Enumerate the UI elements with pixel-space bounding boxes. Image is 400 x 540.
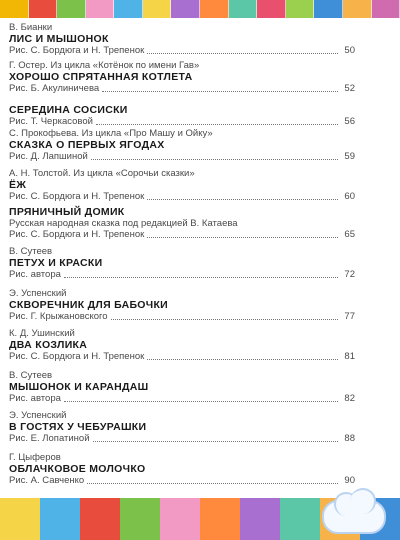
toc-entry (9, 410, 355, 445)
entry-author: Г. Цыферов (9, 452, 61, 463)
entry-illustrator: Рис. С. Бордюга и Н. Трепенок (9, 45, 145, 56)
entry-page-number: 72 (344, 269, 355, 280)
entry-illustrator-line (9, 433, 355, 445)
entry-title: ПЕТУХ И КРАСКИ (9, 257, 103, 269)
entry-page-number: 90 (344, 475, 355, 486)
toc-entry (9, 128, 355, 163)
toc-entry (9, 22, 355, 57)
border-tile (57, 0, 86, 18)
border-illustration-tile (0, 498, 40, 540)
toc-entry (9, 452, 355, 487)
border-tile (171, 0, 200, 18)
entry-title: ЁЖ (9, 179, 27, 191)
dot-leader (102, 90, 338, 92)
entry-author: В. Бианки (9, 22, 53, 33)
entry-illustrator-line (9, 311, 355, 323)
border-illustration-tile (200, 498, 240, 540)
entry-title: В ГОСТЯХ У ЧЕБУРАШКИ (9, 421, 147, 433)
border-illustration-tile (80, 498, 120, 540)
entry-illustrator: Рис. Г. Крыжановского (9, 311, 108, 322)
entry-page-number: 52 (344, 83, 355, 94)
entry-author: К. Д. Ушинский (9, 328, 75, 339)
entry-author: В. Сутеев (9, 370, 53, 381)
entry-title: ХОРОШО СПРЯТАННАЯ КОТЛЕТА (9, 71, 193, 83)
entry-author: Г. Остер. Из цикла «Котёнок по имени Гав» (9, 60, 200, 71)
entry-illustrator-line (9, 475, 355, 487)
entry-illustrator-line (9, 229, 355, 241)
dot-leader (91, 158, 338, 160)
table-of-contents (0, 18, 400, 498)
entry-page-number: 81 (344, 351, 355, 362)
decorative-border-top (0, 0, 400, 18)
entry-illustrator-line (9, 45, 355, 57)
border-tile (372, 0, 400, 18)
entry-illustrator: Рис. автора (9, 269, 61, 280)
border-tile (343, 0, 372, 18)
border-illustration-tile (40, 498, 80, 540)
toc-entry (9, 246, 355, 281)
entry-page-number: 88 (344, 433, 355, 444)
dot-leader (64, 276, 338, 278)
entry-illustrator: Рис. А. Савченко (9, 475, 85, 486)
entry-author: Э. Успенский (9, 410, 67, 421)
entry-illustrator-line (9, 269, 355, 281)
entry-author: С. Прокофьева. Из цикла «Про Машу и Ойку» (9, 128, 213, 139)
dot-leader (93, 440, 338, 442)
dot-leader (64, 400, 338, 402)
entry-title: ЛИС И МЫШОНОК (9, 33, 109, 45)
toc-entry (9, 168, 355, 203)
entry-subtitle: Русская народная сказка под редакцией В. Катаева (9, 218, 238, 229)
border-tile (114, 0, 143, 18)
entry-illustrator-line (9, 191, 355, 203)
dot-leader (147, 236, 338, 238)
entry-illustrator-line (9, 116, 355, 128)
dot-leader (147, 358, 338, 360)
cloud-icon (322, 500, 386, 534)
border-illustration-tile (160, 498, 200, 540)
entry-title: ДВА КОЗЛИКА (9, 339, 88, 351)
entry-page-number: 77 (344, 311, 355, 322)
border-tile (286, 0, 315, 18)
border-tile (29, 0, 58, 18)
entry-illustrator: Рис. Д. Лапшиной (9, 151, 88, 162)
entry-title: СКВОРЕЧНИК ДЛЯ БАБОЧКИ (9, 299, 169, 311)
entry-illustrator-line (9, 351, 355, 363)
border-illustration-tile (240, 498, 280, 540)
border-tile (314, 0, 343, 18)
entry-illustrator: Рис. С. Бордюга и Н. Трепенок (9, 191, 145, 202)
toc-entry (9, 104, 355, 128)
entry-illustrator: Рис. С. Бордюга и Н. Трепенок (9, 229, 145, 240)
entry-illustrator-line (9, 151, 355, 163)
entry-page-number: 65 (344, 229, 355, 240)
entry-title: ОБЛАЧКОВОЕ МОЛОЧКО (9, 463, 146, 475)
toc-entry (9, 328, 355, 363)
border-tile (0, 0, 29, 18)
border-illustration-tile (280, 498, 320, 540)
border-tile (86, 0, 115, 18)
border-tile (143, 0, 172, 18)
entry-page-number: 60 (344, 191, 355, 202)
dot-leader (111, 318, 338, 320)
entry-title: МЫШОНОК И КАРАНДАШ (9, 381, 149, 393)
entry-illustrator: Рис. Б. Акулиничева (9, 83, 100, 94)
entry-author: В. Сутеев (9, 246, 53, 257)
entry-author: А. Н. Толстой. Из цикла «Сорочьи сказки» (9, 168, 195, 179)
entry-title: СКАЗКА О ПЕРВЫХ ЯГОДАХ (9, 139, 165, 151)
entry-illustrator-line (9, 393, 355, 405)
entry-title: СЕРЕДИНА СОСИСКИ (9, 104, 128, 116)
entry-illustrator: Рис. С. Бордюга и Н. Трепенок (9, 351, 145, 362)
entry-illustrator: Рис. Т. Черкасовой (9, 116, 93, 127)
border-tile (200, 0, 229, 18)
toc-entry (9, 206, 355, 241)
entry-illustrator-line (9, 83, 355, 95)
entry-page-number: 56 (344, 116, 355, 127)
entry-title: ПРЯНИЧНЫЙ ДОМИК (9, 206, 125, 218)
entry-page-number: 59 (344, 151, 355, 162)
entry-page-number: 50 (344, 45, 355, 56)
entry-illustrator: Рис. автора (9, 393, 61, 404)
border-tile (229, 0, 258, 18)
border-illustration-tile (120, 498, 160, 540)
entry-author: Э. Успенский (9, 288, 67, 299)
toc-entry (9, 60, 355, 95)
border-tile (257, 0, 286, 18)
toc-entry (9, 370, 355, 405)
dot-leader (147, 52, 338, 54)
dot-leader (96, 123, 338, 125)
entry-page-number: 82 (344, 393, 355, 404)
entry-illustrator: Рис. Е. Лопатиной (9, 433, 90, 444)
dot-leader (147, 198, 338, 200)
dot-leader (87, 482, 338, 484)
toc-entry (9, 288, 355, 323)
